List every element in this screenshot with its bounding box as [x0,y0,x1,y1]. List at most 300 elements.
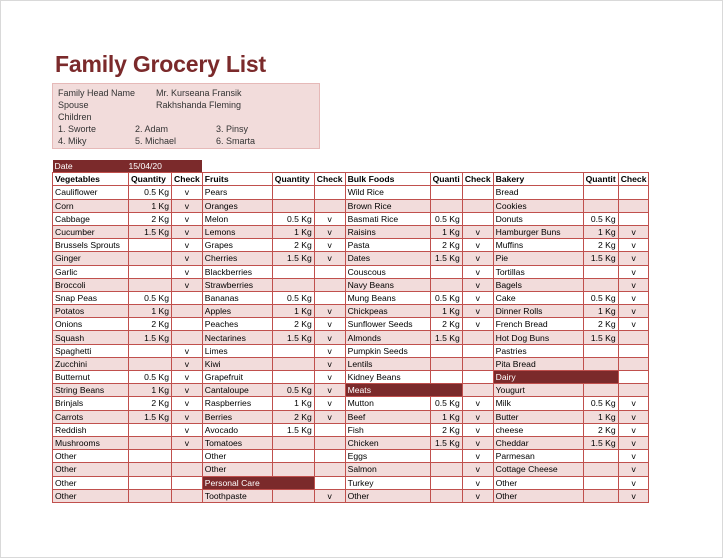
quantity-cell[interactable]: 1 Kg [583,410,618,423]
check-cell[interactable] [314,436,345,449]
check-cell[interactable]: v [172,436,203,449]
item-cell[interactable]: Cherries [202,252,272,265]
item-cell[interactable]: Pie [493,252,583,265]
item-cell[interactable]: Mung Beans [345,291,430,304]
item-cell[interactable]: Cookies [493,199,583,212]
item-cell[interactable]: Hamburger Buns [493,225,583,238]
column-header: Check [314,173,345,186]
check-cell[interactable]: v [314,212,345,225]
check-cell[interactable] [462,371,493,384]
quantity-cell[interactable]: 1.5 Kg [272,252,314,265]
quantity-cell[interactable] [272,265,314,278]
item-cell[interactable]: Brussels Sprouts [53,239,129,252]
item-cell[interactable]: Bread [493,186,583,199]
item-cell[interactable]: Salmon [345,463,430,476]
quantity-cell[interactable]: 1.5 Kg [272,331,314,344]
quantity-cell[interactable]: 1 Kg [272,397,314,410]
item-cell[interactable]: Butternut [53,371,129,384]
item-cell[interactable]: Bagels [493,278,583,291]
item-cell[interactable]: Milk [493,397,583,410]
quantity-cell[interactable]: 1.5 Kg [430,252,462,265]
quantity-cell[interactable] [583,265,618,278]
item-cell[interactable]: Apples [202,305,272,318]
quantity-cell[interactable] [430,265,462,278]
column-header: Quanti [430,173,462,186]
check-cell[interactable]: v [462,278,493,291]
quantity-cell[interactable] [583,463,618,476]
item-cell[interactable]: Other [53,489,129,502]
item-cell[interactable]: Lentils [345,357,430,370]
quantity-cell[interactable] [129,239,172,252]
check-cell[interactable]: v [462,436,493,449]
quantity-cell[interactable] [129,423,172,436]
item-cell[interactable]: Pears [202,186,272,199]
check-cell[interactable]: v [314,371,345,384]
check-cell[interactable] [618,186,649,199]
quantity-cell[interactable]: 1 Kg [430,305,462,318]
item-cell[interactable]: Onions [53,318,129,331]
check-cell[interactable]: v [172,199,203,212]
item-cell[interactable]: Turkey [345,476,430,489]
item-cell[interactable]: Mutton [345,397,430,410]
check-cell[interactable] [618,212,649,225]
quantity-cell[interactable]: 0.5 Kg [129,291,172,304]
quantity-cell[interactable]: 0.5 Kg [129,186,172,199]
item-cell[interactable]: Muffins [493,239,583,252]
check-cell[interactable]: v [314,318,345,331]
check-cell[interactable] [314,450,345,463]
quantity-cell[interactable]: 1.5 Kg [583,331,618,344]
item-cell[interactable]: Cantaloupe [202,384,272,397]
quantity-cell[interactable]: 2 Kg [583,239,618,252]
quantity-cell[interactable] [129,344,172,357]
item-cell[interactable]: String Beans [53,384,129,397]
check-cell[interactable]: v [172,410,203,423]
item-cell[interactable]: Beef [345,410,430,423]
quantity-cell[interactable]: 1 Kg [272,305,314,318]
item-cell[interactable]: Chicken [345,436,430,449]
check-cell[interactable] [172,463,203,476]
item-cell[interactable]: Cauliflower [53,186,129,199]
quantity-cell[interactable] [430,344,462,357]
check-cell[interactable]: v [462,318,493,331]
quantity-cell[interactable]: 1 Kg [583,225,618,238]
item-cell[interactable]: Reddish [53,423,129,436]
quantity-cell[interactable] [129,463,172,476]
item-cell[interactable]: Bananas [202,291,272,304]
item-cell[interactable]: Fish [345,423,430,436]
check-cell[interactable]: v [462,463,493,476]
item-cell[interactable]: Limes [202,344,272,357]
quantity-cell[interactable]: 2 Kg [129,318,172,331]
check-cell[interactable]: v [618,410,649,423]
check-cell[interactable] [172,476,203,489]
quantity-cell[interactable]: 1 Kg [129,305,172,318]
item-cell[interactable]: Sunflower Seeds [345,318,430,331]
item-cell[interactable]: Oranges [202,199,272,212]
item-cell[interactable]: Cucumber [53,225,129,238]
quantity-cell[interactable]: 0.5 Kg [272,384,314,397]
check-cell[interactable]: v [314,410,345,423]
check-cell[interactable] [314,278,345,291]
quantity-cell[interactable] [272,489,314,502]
check-cell[interactable]: v [172,225,203,238]
quantity-cell[interactable]: 1 Kg [272,225,314,238]
item-cell[interactable]: Other [53,463,129,476]
item-cell[interactable]: Grapes [202,239,272,252]
item-cell[interactable]: Parmesan [493,450,583,463]
check-cell[interactable] [314,291,345,304]
item-cell[interactable]: Potatos [53,305,129,318]
child-1: 1. Sworte [58,124,97,134]
quantity-cell[interactable]: 2 Kg [583,318,618,331]
check-cell[interactable]: v [314,305,345,318]
check-cell[interactable] [618,344,649,357]
check-cell[interactable]: v [314,384,345,397]
check-cell[interactable] [618,331,649,344]
check-cell[interactable]: v [618,278,649,291]
check-cell[interactable]: v [172,186,203,199]
quantity-cell[interactable] [272,357,314,370]
quantity-cell[interactable]: 0.5 Kg [430,291,462,304]
item-cell[interactable]: French Bread [493,318,583,331]
item-cell[interactable]: Blackberries [202,265,272,278]
quantity-cell[interactable] [583,199,618,212]
item-cell[interactable]: Broccoli [53,278,129,291]
item-cell[interactable]: Other [493,489,583,502]
item-cell[interactable]: Cottage Cheese [493,463,583,476]
quantity-cell[interactable] [583,476,618,489]
item-cell[interactable]: Other [493,476,583,489]
quantity-cell[interactable] [430,489,462,502]
quantity-cell[interactable]: 2 Kg [129,397,172,410]
item-cell[interactable]: Other [53,476,129,489]
quantity-cell[interactable] [583,278,618,291]
check-cell[interactable]: v [314,489,345,502]
item-cell[interactable]: Snap Peas [53,291,129,304]
item-cell[interactable]: Pumpkin Seeds [345,344,430,357]
quantity-cell[interactable]: 0.5 Kg [430,212,462,225]
quantity-cell[interactable]: 2 Kg [430,318,462,331]
item-cell[interactable]: Zucchini [53,357,129,370]
item-cell[interactable]: Dates [345,252,430,265]
check-cell[interactable] [314,463,345,476]
check-cell[interactable]: v [172,384,203,397]
item-cell[interactable]: Other [202,450,272,463]
check-cell[interactable] [172,331,203,344]
quantity-cell[interactable] [430,450,462,463]
check-cell[interactable]: v [172,344,203,357]
check-cell[interactable]: v [314,239,345,252]
quantity-cell[interactable]: 0.5 Kg [583,397,618,410]
item-cell[interactable]: Lemons [202,225,272,238]
quantity-cell[interactable]: 1 Kg [583,305,618,318]
check-cell[interactable]: v [618,423,649,436]
quantity-cell[interactable]: 2 Kg [129,212,172,225]
item-cell[interactable]: Strawberries [202,278,272,291]
item-cell[interactable]: Corn [53,199,129,212]
column-header: Quantit [583,173,618,186]
check-cell[interactable]: v [172,371,203,384]
quantity-cell[interactable] [583,344,618,357]
item-cell[interactable]: Pasta [345,239,430,252]
check-cell[interactable]: v [314,357,345,370]
quantity-cell[interactable] [129,450,172,463]
check-cell[interactable] [618,371,649,384]
check-cell[interactable]: v [172,357,203,370]
item-cell[interactable]: Basmati Rice [345,212,430,225]
check-cell[interactable] [462,384,493,397]
item-cell[interactable]: Eggs [345,450,430,463]
check-cell[interactable]: v [172,212,203,225]
quantity-cell[interactable]: 0.5 Kg [272,212,314,225]
check-cell[interactable] [618,357,649,370]
item-cell[interactable]: Other [345,489,430,502]
check-cell[interactable]: v [462,397,493,410]
check-cell[interactable]: v [314,252,345,265]
check-cell[interactable] [314,476,345,489]
check-cell[interactable]: v [618,225,649,238]
quantity-cell[interactable] [430,199,462,212]
item-cell[interactable]: Couscous [345,265,430,278]
date-value[interactable]: 15/04/20 [129,160,203,173]
child-2: 2. Adam [135,124,169,134]
item-cell[interactable]: Wild Rice [345,186,430,199]
check-cell[interactable] [462,186,493,199]
quantity-cell[interactable]: 0.5 Kg [583,212,618,225]
check-cell[interactable]: v [618,397,649,410]
quantity-cell[interactable]: 1 Kg [430,225,462,238]
item-cell[interactable]: Avocado [202,423,272,436]
quantity-cell[interactable]: 1.5 Kg [272,423,314,436]
quantity-cell[interactable]: 0.5 Kg [583,291,618,304]
check-cell[interactable]: v [618,252,649,265]
check-cell[interactable]: v [462,239,493,252]
item-cell[interactable]: Peaches [202,318,272,331]
item-cell[interactable]: Pastries [493,344,583,357]
check-cell[interactable] [314,199,345,212]
item-cell[interactable]: Carrots [53,410,129,423]
check-cell[interactable] [172,305,203,318]
quantity-cell[interactable] [583,357,618,370]
check-cell[interactable] [462,331,493,344]
check-cell[interactable] [172,450,203,463]
item-cell[interactable]: Navy Beans [345,278,430,291]
check-cell[interactable]: v [172,265,203,278]
item-cell[interactable]: Mushrooms [53,436,129,449]
check-cell[interactable]: v [172,397,203,410]
item-cell[interactable]: Cabbage [53,212,129,225]
table-row [53,397,649,410]
empty-cell [272,160,314,173]
quantity-cell[interactable]: 0.5 Kg [430,397,462,410]
check-cell[interactable] [172,318,203,331]
check-cell[interactable] [462,199,493,212]
date-row [53,160,649,173]
quantity-cell[interactable] [272,344,314,357]
quantity-cell[interactable] [272,371,314,384]
check-cell[interactable] [172,291,203,304]
quantity-cell[interactable] [430,463,462,476]
check-cell[interactable]: v [618,305,649,318]
quantity-cell[interactable]: 2 Kg [272,239,314,252]
quantity-cell[interactable] [129,436,172,449]
item-cell[interactable]: Tortillas [493,265,583,278]
quantity-cell[interactable]: 0.5 Kg [272,291,314,304]
check-cell[interactable]: v [462,291,493,304]
quantity-cell[interactable]: 1 Kg [129,199,172,212]
quantity-cell[interactable] [430,371,462,384]
quantity-cell[interactable] [583,186,618,199]
check-cell[interactable]: v [462,410,493,423]
check-cell[interactable]: v [462,489,493,502]
quantity-cell[interactable] [272,278,314,291]
category-header-cell[interactable]: Meats [345,384,462,397]
check-cell[interactable]: v [314,344,345,357]
quantity-cell[interactable] [583,384,618,397]
item-cell[interactable]: Kiwi [202,357,272,370]
item-cell[interactable]: Yougurt [493,384,583,397]
check-cell[interactable]: v [618,489,649,502]
quantity-cell[interactable]: 2 Kg [272,410,314,423]
quantity-cell[interactable]: 0.5 Kg [129,371,172,384]
item-cell[interactable]: Raspberries [202,397,272,410]
check-cell[interactable] [172,489,203,502]
check-cell[interactable]: v [172,278,203,291]
item-cell[interactable]: Dinner Rolls [493,305,583,318]
quantity-cell[interactable] [272,463,314,476]
check-cell[interactable]: v [172,252,203,265]
item-cell[interactable]: Pita Bread [493,357,583,370]
check-cell[interactable] [314,423,345,436]
check-cell[interactable]: v [462,450,493,463]
check-cell[interactable] [462,212,493,225]
item-cell[interactable]: Donuts [493,212,583,225]
item-cell[interactable]: Nectarines [202,331,272,344]
item-cell[interactable]: Other [202,463,272,476]
item-cell[interactable]: Hot Dog Buns [493,331,583,344]
item-cell[interactable]: Brown Rice [345,199,430,212]
quantity-cell[interactable] [430,357,462,370]
item-cell[interactable]: Kidney Beans [345,371,430,384]
quantity-cell[interactable]: 1 Kg [430,410,462,423]
quantity-cell[interactable] [129,489,172,502]
item-cell[interactable]: Grapefruit [202,371,272,384]
item-cell[interactable]: Berries [202,410,272,423]
check-cell[interactable]: v [462,305,493,318]
check-cell[interactable] [462,344,493,357]
check-cell[interactable] [314,186,345,199]
quantity-cell[interactable]: 1.5 Kg [430,331,462,344]
quantity-cell[interactable] [272,199,314,212]
check-cell[interactable]: v [462,476,493,489]
check-cell[interactable]: v [314,331,345,344]
item-cell[interactable]: cheese [493,423,583,436]
item-cell[interactable]: Toothpaste [202,489,272,502]
check-cell[interactable]: v [462,423,493,436]
category-header-cell[interactable]: Personal Care [202,476,314,489]
check-cell[interactable] [618,199,649,212]
item-cell[interactable]: Garlic [53,265,129,278]
quantity-cell[interactable] [129,357,172,370]
check-cell[interactable]: v [618,265,649,278]
check-cell[interactable] [314,265,345,278]
check-cell[interactable]: v [618,476,649,489]
column-header: Check [462,173,493,186]
check-cell[interactable]: v [462,265,493,278]
quantity-cell[interactable] [129,265,172,278]
quantity-cell[interactable]: 1.5 Kg [129,410,172,423]
item-cell[interactable]: Raisins [345,225,430,238]
item-cell[interactable]: Almonds [345,331,430,344]
header-row [53,173,649,186]
check-cell[interactable]: v [462,252,493,265]
quantity-cell[interactable] [583,489,618,502]
check-cell[interactable]: v [618,291,649,304]
quantity-cell[interactable] [129,476,172,489]
child-4: 4. Miky [58,136,87,146]
empty-cell [493,160,583,173]
quantity-cell[interactable]: 2 Kg [272,318,314,331]
item-cell[interactable]: Other [53,450,129,463]
item-cell[interactable]: Spaghetti [53,344,129,357]
empty-cell [583,160,618,173]
quantity-cell[interactable]: 2 Kg [430,423,462,436]
check-cell[interactable]: v [618,239,649,252]
quantity-cell[interactable] [583,450,618,463]
quantity-cell[interactable]: 1.5 Kg [583,252,618,265]
item-cell[interactable]: Tomatoes [202,436,272,449]
item-cell[interactable]: Ginger [53,252,129,265]
item-cell[interactable]: Cheddar [493,436,583,449]
quantity-cell[interactable] [430,476,462,489]
check-cell[interactable]: v [618,450,649,463]
check-cell[interactable]: v [314,225,345,238]
check-cell[interactable] [462,357,493,370]
quantity-cell[interactable] [272,436,314,449]
quantity-cell[interactable] [430,186,462,199]
quantity-cell[interactable]: 2 Kg [430,239,462,252]
quantity-cell[interactable]: 1 Kg [129,384,172,397]
quantity-cell[interactable] [272,186,314,199]
check-cell[interactable]: v [618,436,649,449]
item-cell[interactable]: Squash [53,331,129,344]
check-cell[interactable]: v [618,463,649,476]
quantity-cell[interactable]: 1.5 Kg [129,225,172,238]
item-cell[interactable]: Butter [493,410,583,423]
item-cell[interactable]: Melon [202,212,272,225]
check-cell[interactable]: v [618,318,649,331]
quantity-cell[interactable] [430,278,462,291]
quantity-cell[interactable] [129,278,172,291]
check-cell[interactable]: v [314,397,345,410]
quantity-cell[interactable] [129,252,172,265]
quantity-cell[interactable]: 1.5 Kg [583,436,618,449]
check-cell[interactable]: v [172,239,203,252]
quantity-cell[interactable] [272,450,314,463]
quantity-cell[interactable]: 1.5 Kg [430,436,462,449]
quantity-cell[interactable]: 1.5 Kg [129,331,172,344]
item-cell[interactable]: Chickpeas [345,305,430,318]
check-cell[interactable]: v [172,423,203,436]
table-row [53,436,649,449]
item-cell[interactable]: Cake [493,291,583,304]
check-cell[interactable] [618,384,649,397]
category-header-cell[interactable]: Dairy [493,371,618,384]
quantity-cell[interactable]: 2 Kg [583,423,618,436]
item-cell[interactable]: Brinjals [53,397,129,410]
check-cell[interactable]: v [462,225,493,238]
